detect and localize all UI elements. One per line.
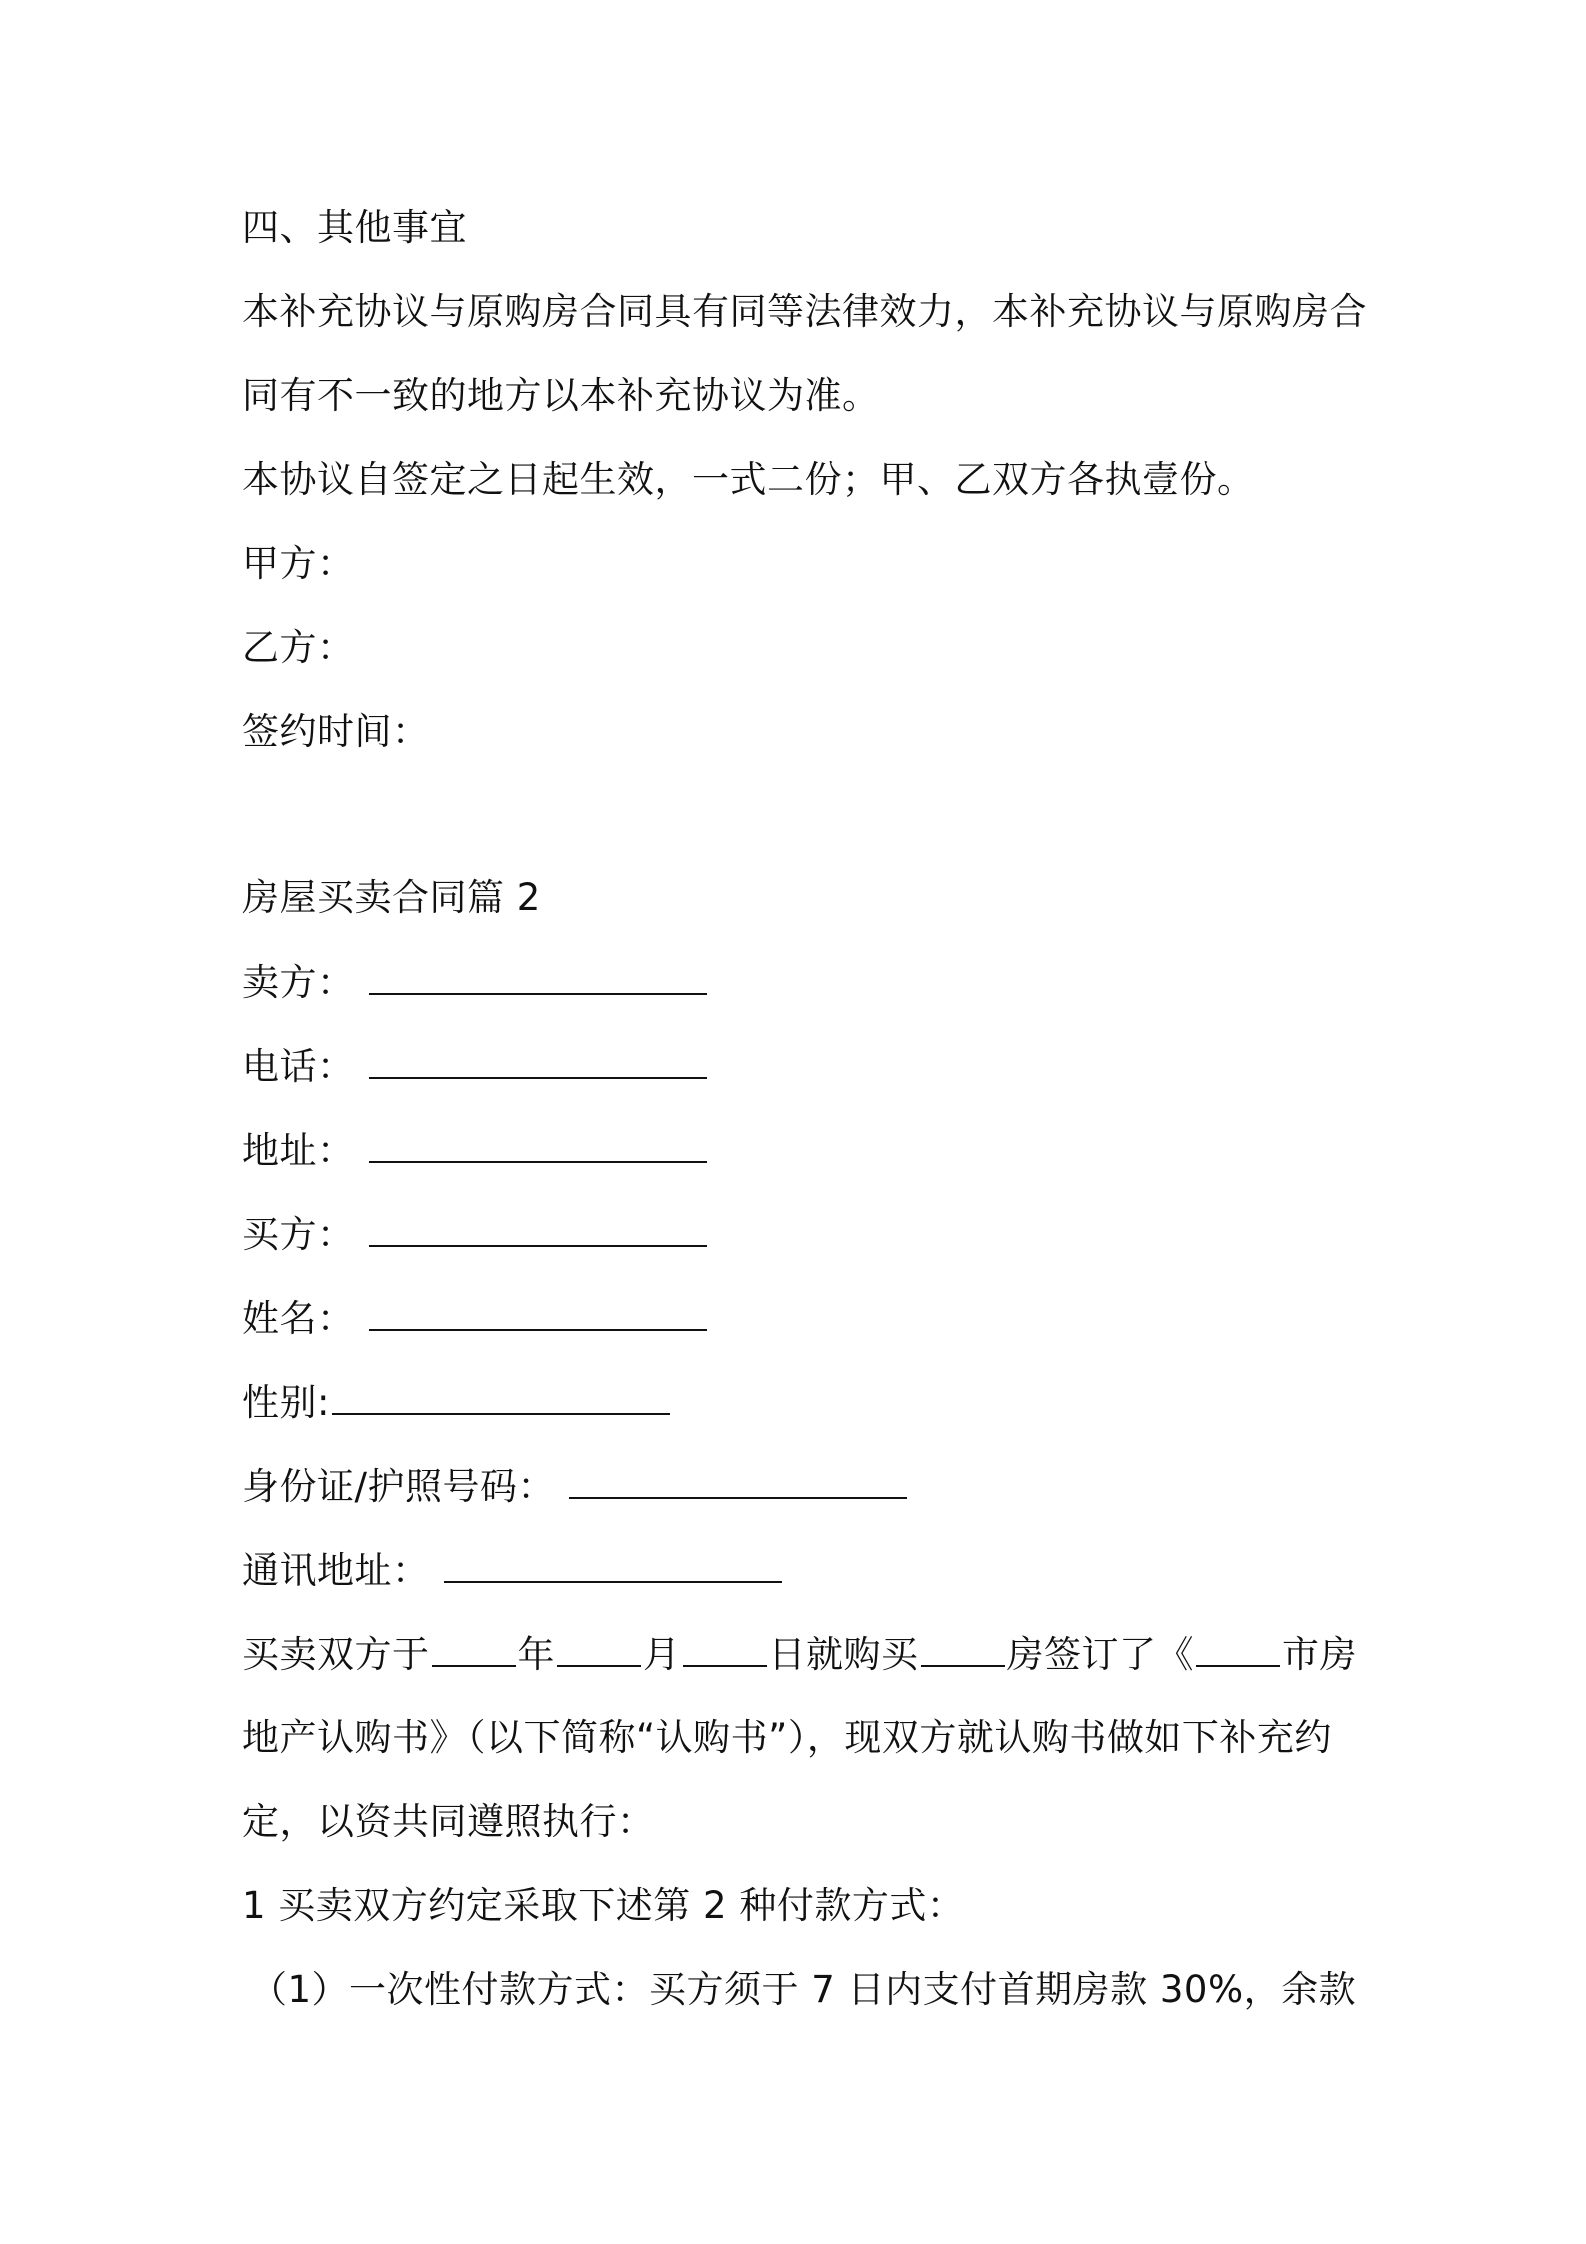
id-number-field xyxy=(242,1462,907,1511)
paragraph-line: 本协议自签定之日起生效，一式二份；甲、乙双方各执壹份。 xyxy=(242,458,1255,501)
text-segment: 日就购买 xyxy=(768,1633,919,1677)
fill-blank xyxy=(432,1630,516,1667)
field-label: 地址： xyxy=(242,1129,355,1173)
fill-blank xyxy=(569,1462,907,1499)
fill-blank xyxy=(369,958,707,995)
intro-line-2: 地产认购书》（以下简称“认购书”），现双方就认购书做如下补充约 xyxy=(242,1716,1332,1759)
address-field xyxy=(242,1126,707,1175)
text-segment: 房签订了《 xyxy=(1006,1633,1194,1677)
fill-blank xyxy=(369,1210,707,1247)
section-heading: 四、其他事宜 xyxy=(242,206,467,249)
fill-blank xyxy=(683,1630,767,1667)
field-label: 性别: xyxy=(242,1381,330,1425)
fill-blank xyxy=(369,1126,707,1163)
name-field xyxy=(242,1294,707,1343)
field-label: 姓名： xyxy=(242,1297,355,1341)
mail-address-field xyxy=(242,1546,782,1595)
field-label: 电话： xyxy=(242,1045,355,1089)
fill-blank xyxy=(332,1378,670,1415)
intro-line-1 xyxy=(242,1630,1357,1679)
fill-blank xyxy=(921,1630,1005,1667)
paragraph-line: 本补充协议与原购房合同具有同等法律效力，本补充协议与原购房合 xyxy=(242,290,1367,333)
gender-field xyxy=(242,1378,670,1427)
party-b-label: 乙方： xyxy=(242,626,355,669)
field-label: 身份证/护照号码： xyxy=(242,1465,555,1509)
field-label: 买方： xyxy=(242,1213,355,1257)
text-segment: 年 xyxy=(517,1633,555,1677)
text-segment: 市房 xyxy=(1282,1633,1357,1677)
contract-title: 房屋买卖合同篇 2 xyxy=(242,876,541,919)
field-label: 卖方： xyxy=(242,961,355,1005)
party-a-label: 甲方： xyxy=(242,542,355,585)
phone-field xyxy=(242,1042,707,1091)
text-segment: 买卖双方于 xyxy=(242,1633,430,1677)
clause-1: 1 买卖双方约定采取下述第 2 种付款方式： xyxy=(242,1884,965,1927)
fill-blank xyxy=(557,1630,641,1667)
fill-blank xyxy=(369,1294,707,1331)
field-label: 通讯地址： xyxy=(242,1549,430,1593)
paragraph-line: 同有不一致的地方以本补充协议为准。 xyxy=(242,374,880,417)
clause-1-item-1: （1）一次性付款方式：买方须于 7 日内支付首期房款 30%，余款 xyxy=(250,1968,1357,2011)
seller-field xyxy=(242,958,707,1007)
intro-line-3: 定，以资共同遵照执行： xyxy=(242,1800,655,1843)
sign-time-label: 签约时间： xyxy=(242,710,430,753)
buyer-field xyxy=(242,1210,707,1259)
fill-blank xyxy=(444,1546,782,1583)
fill-blank xyxy=(369,1042,707,1079)
fill-blank xyxy=(1196,1630,1280,1667)
text-segment: 月 xyxy=(643,1633,681,1677)
